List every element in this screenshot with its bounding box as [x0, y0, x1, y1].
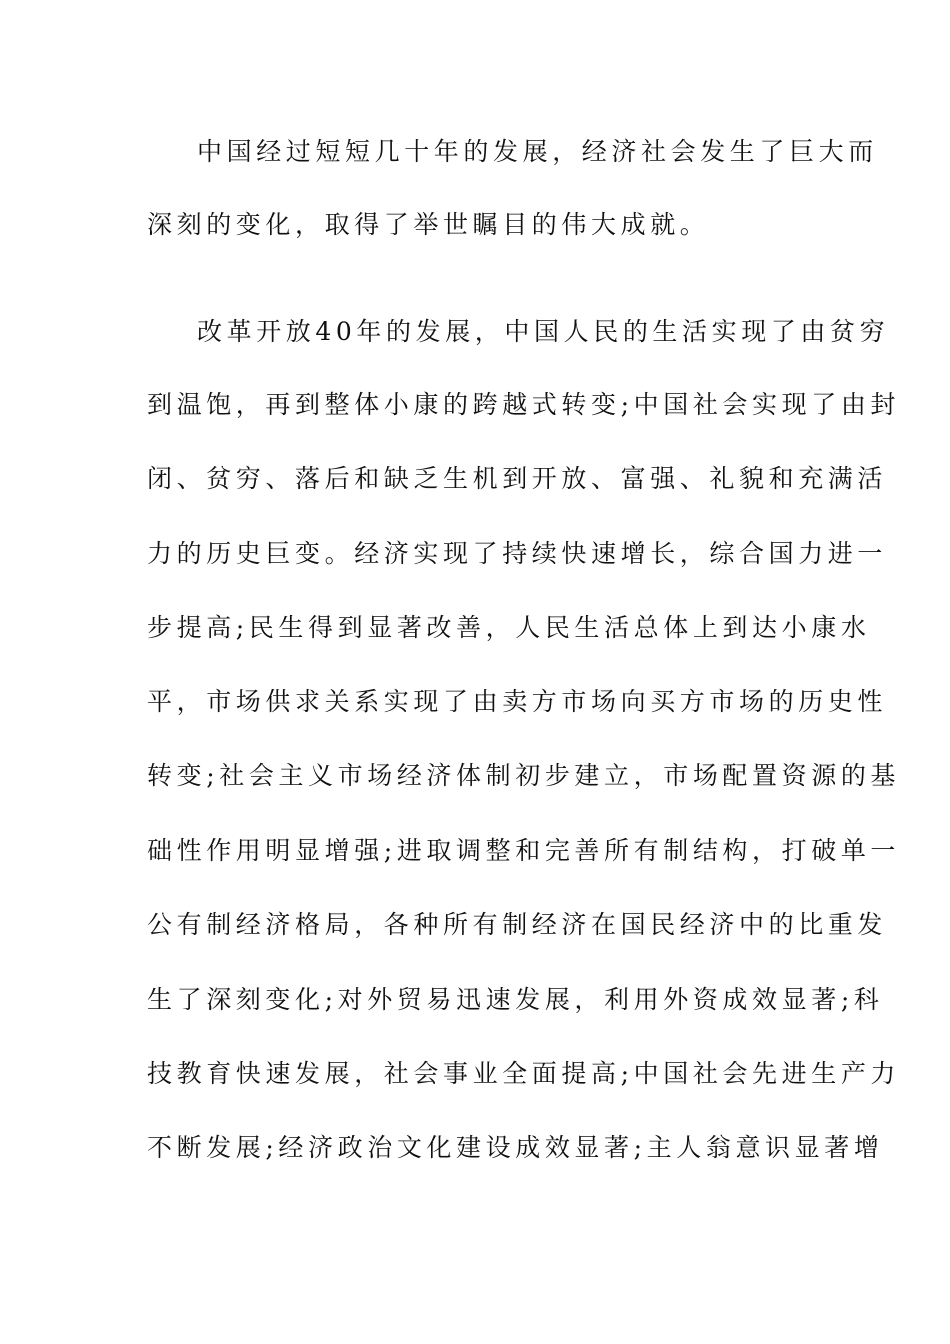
paragraph-2-line-9: 公有制经济格局，各种所有制经济在国民经济中的比重发	[147, 910, 888, 939]
paragraph-2-line-6: 平，市场供求关系实现了由卖方市场向买方市场的历史性	[147, 687, 888, 716]
paragraph-2-line-4: 力的历史巨变。经济实现了持续快速增长，综合国力进一	[147, 539, 888, 568]
paragraph-2-line-7: 转变;社会主义市场经济体制初步建立，市场配置资源的基	[147, 761, 901, 790]
paragraph-2-line-11: 技教育快速发展，社会事业全面提高;中国社会先进生产力	[147, 1059, 901, 1088]
paragraph-1-line-1: 中国经过短短几十年的发展，经济社会发生了巨大而	[197, 137, 878, 166]
paragraph-2-line-8: 础性作用明显增强;进取调整和完善所有制结构，打破单一	[147, 836, 901, 865]
paragraph-2-line-3: 闭、贫穷、落后和缺乏生机到开放、富强、礼貌和充满活	[147, 464, 888, 493]
paragraph-2-line-12: 不断发展;经济政治文化建设成效显著;主人翁意识显著增	[147, 1133, 884, 1162]
paragraph-2-line-10: 生了深刻变化;对外贸易迅速发展，利用外资成效显著;科	[147, 985, 884, 1014]
paragraph-2-line-5: 步提高;民生得到显著改善，人民生活总体上到达小康水	[147, 613, 871, 642]
paragraph-2-line-2: 到温饱，再到整体小康的跨越式转变;中国社会实现了由封	[147, 390, 901, 419]
paragraph-2-line-1: 改革开放40年的发展，中国人民的生活实现了由贫穷	[197, 317, 890, 346]
paragraph-1-line-2: 深刻的变化，取得了举世瞩目的伟大成就。	[147, 210, 710, 239]
